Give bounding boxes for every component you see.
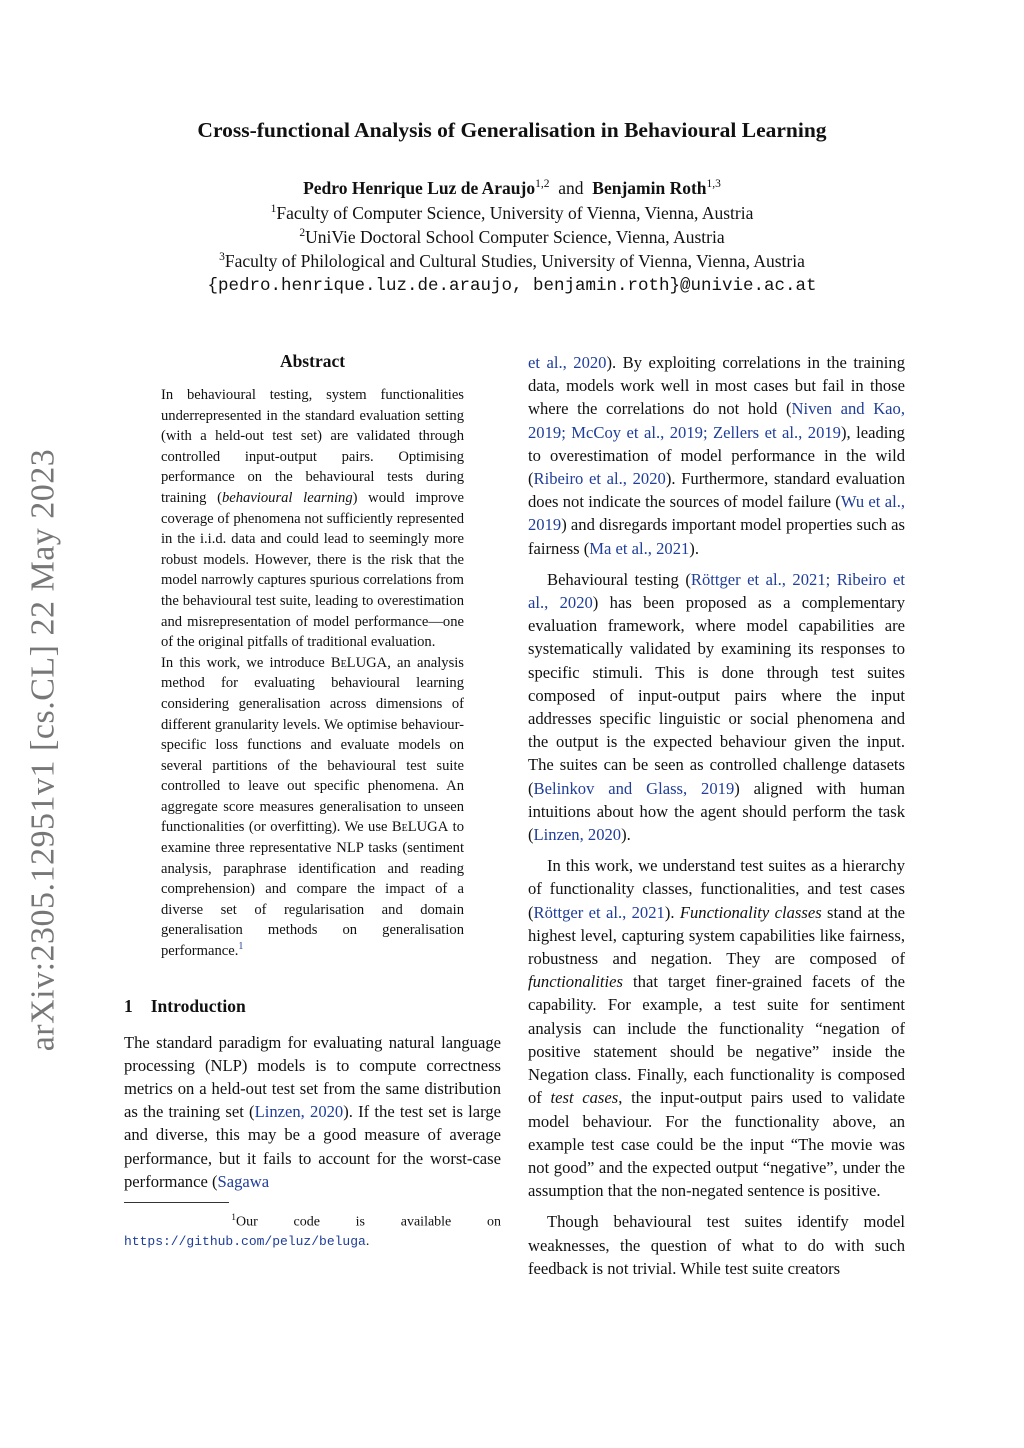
citation-link[interactable]: Ribeiro et al., 2020: [533, 469, 666, 489]
author-line: [0, 178, 1024, 199]
author-1-affil: 1,2: [535, 178, 550, 191]
citation-link[interactable]: et al., 2020: [528, 353, 607, 372]
citation-link[interactable]: Linzen, 2020: [254, 1102, 344, 1122]
arxiv-sidebar: [14, 440, 72, 1060]
affiliation-2: $^2$UniVie Doctoral School Computer Science, Vienna, Austria: [299, 227, 725, 247]
intro-paragraph-2: Behavioural testing (Röttger et al., 2021; Ribeiro et al., 2020) has been proposed as a complementary evaluation framework, where model capabilities are systematically validated by examining its responses to specific stimuli. This is done through test suites composed of input-output pairs where the input addresses specific linguistic or social phenomena and the output is the expected behaviour given the input. The suites can be seen as controlled challenge datasets (Belinkov and Glass, 2019) aligned with human intuitions about how the agent should perform the task (Linzen, 2020).: [528, 569, 905, 845]
section-heading-introduction: 1 Introduction: [124, 995, 246, 1016]
citation-link[interactable]: Sagawa: [217, 1171, 270, 1191]
intro-paragraph-3: In this work, we understand test suites as a hierarchy of functionality classes, functionalities, and test cases (Röttger et al., 2021). Functionality classes stand at the highest level, capturing system capabilities like fairness, robustness and negation. They are composed of functionalities that target finer-grained facets of the capability. For example, a test suite for sentiment analysis can include the functionality “negation of positive statement should be negative” inside the Negation class. Finally, each functionality is composed of test cases, the input-output pairs used to validate model behaviour. For the functionality above, an example test case could be the input “The movie was not good” and the expected output “negative”, under the assumption that the non-negated sentence is positive.: [528, 856, 906, 1201]
abstract-body: [161, 385, 464, 962]
author-1: Pedro Henrique Luz de Araujo: [303, 178, 536, 198]
footnote-rule: [124, 1202, 229, 1203]
arxiv-identifier: arXiv:2305.12951v1 [cs.CL] 22 May 2023: [24, 448, 62, 1052]
method-name: BeLUGA: [391, 819, 449, 836]
intro-paragraph-1-continued: et al., 2020). By exploiting correlations in the training data, models work well in most cases but fail in those where the correlations do not hold (Niven and Kao, 2019; McCoy et al., 2019; Zellers et al., 2019), leading to overestimation of model performance in the wild (Ribeiro et al., 2020). Furthermore, standard evaluation does not indicate the sources of model failure (Wu et al., 2019) and disregards important model properties such as fairness (Ma et al., 2021).: [528, 353, 906, 558]
left-column: [124, 351, 501, 1251]
author-2-affil: 1,3: [706, 178, 721, 191]
footnote-ref[interactable]: 1: [238, 941, 244, 953]
affiliation-1: $^1$Faculty of Computer Science, University of Vienna, Vienna, Austria: [270, 203, 754, 223]
citation-link[interactable]: Wu et al., 2019: [528, 492, 905, 535]
intro-paragraph-1: The standard paradigm for evaluating natural language processing (NLP) models is to compute correctness metrics on a held-out test set from the same distribution as the training set (Linzen, 2020). If the test set is large and diverse, this may be a good measure of average performance, but it fails to account for the worst-case performance (Sagawa: [124, 1032, 502, 1191]
code-repository-link[interactable]: https://github.com/peluz/beluga: [124, 1233, 366, 1249]
author-emails: {pedro.henrique.luz.de.araujo, benjamin.roth}@univie.ac.at: [207, 276, 817, 296]
method-name: BeLUGA: [330, 654, 388, 671]
citation-link[interactable]: Niven and Kao, 2019; McCoy et al., 2019; Zellers et al., 2019: [528, 399, 905, 442]
abstract-paragraph-1: In behavioural testing, system functionalities underrepresented in the standard evaluation setting (with a held-out test set) are validated through controlled input-output pairs. Optimising performance on the behavioural tests during training (behavioural learning) would improve coverage of phenomena not sufficiently represented in the i.i.d. data and could lead to seemingly more robust models. However, there is the risk that the model narrowly captures spurious correlations from the behavioural test suite, leading to overestimation and misrepresentation of model performance—one of the original pitfalls of traditional evaluation.: [161, 387, 464, 651]
right-column: [528, 351, 905, 1280]
abstract-paragraph-2: In this work, we introduce BeLUGA, an analysis method for evaluating behavioural learning considering generalisation across dimensions of different granularity levels. We optimise behaviour-specific loss functions and evaluate models on several partitions of the behavioural test suite controlled to leave out specific phenomena. An aggregate score measures generalisation to unseen functionalities (or overfitting). We use BeLUGA to examine three representative NLP tasks (sentiment analysis, paraphrase identification and reading comprehension) and compare the impact of a diverse set of regularisation and domain generalisation methods on generalisation performance.$^1$: [161, 654, 464, 960]
footnote-1: $^1$Our code is available on https://github.com/peluz/beluga.: [124, 1213, 502, 1249]
citation-link[interactable]: Linzen, 2020: [533, 825, 622, 845]
citation-link[interactable]: Röttger et al., 2021: [533, 902, 665, 922]
abstract-heading: Abstract: [279, 351, 346, 371]
citation-link[interactable]: Belinkov and Glass, 2019: [533, 778, 735, 798]
author-conjunction: and: [558, 178, 584, 198]
citation-link[interactable]: Ma et al., 2021: [589, 538, 690, 558]
author-2: Benjamin Roth: [592, 178, 707, 198]
affiliation-3: $^3$Faculty of Philological and Cultural Studies, University of Vienna, Vienna, Austria: [219, 251, 805, 271]
intro-paragraph-4: Though behavioural test suites identify model weaknesses, the question of what to do with such feedback is not trivial. While test suite creators: [528, 1212, 905, 1278]
citation-link[interactable]: Röttger et al., 2021; Ribeiro et al., 2020: [528, 569, 905, 613]
paper-title: Cross-functional Analysis of Generalisation in Behavioural Learning: [197, 118, 827, 142]
